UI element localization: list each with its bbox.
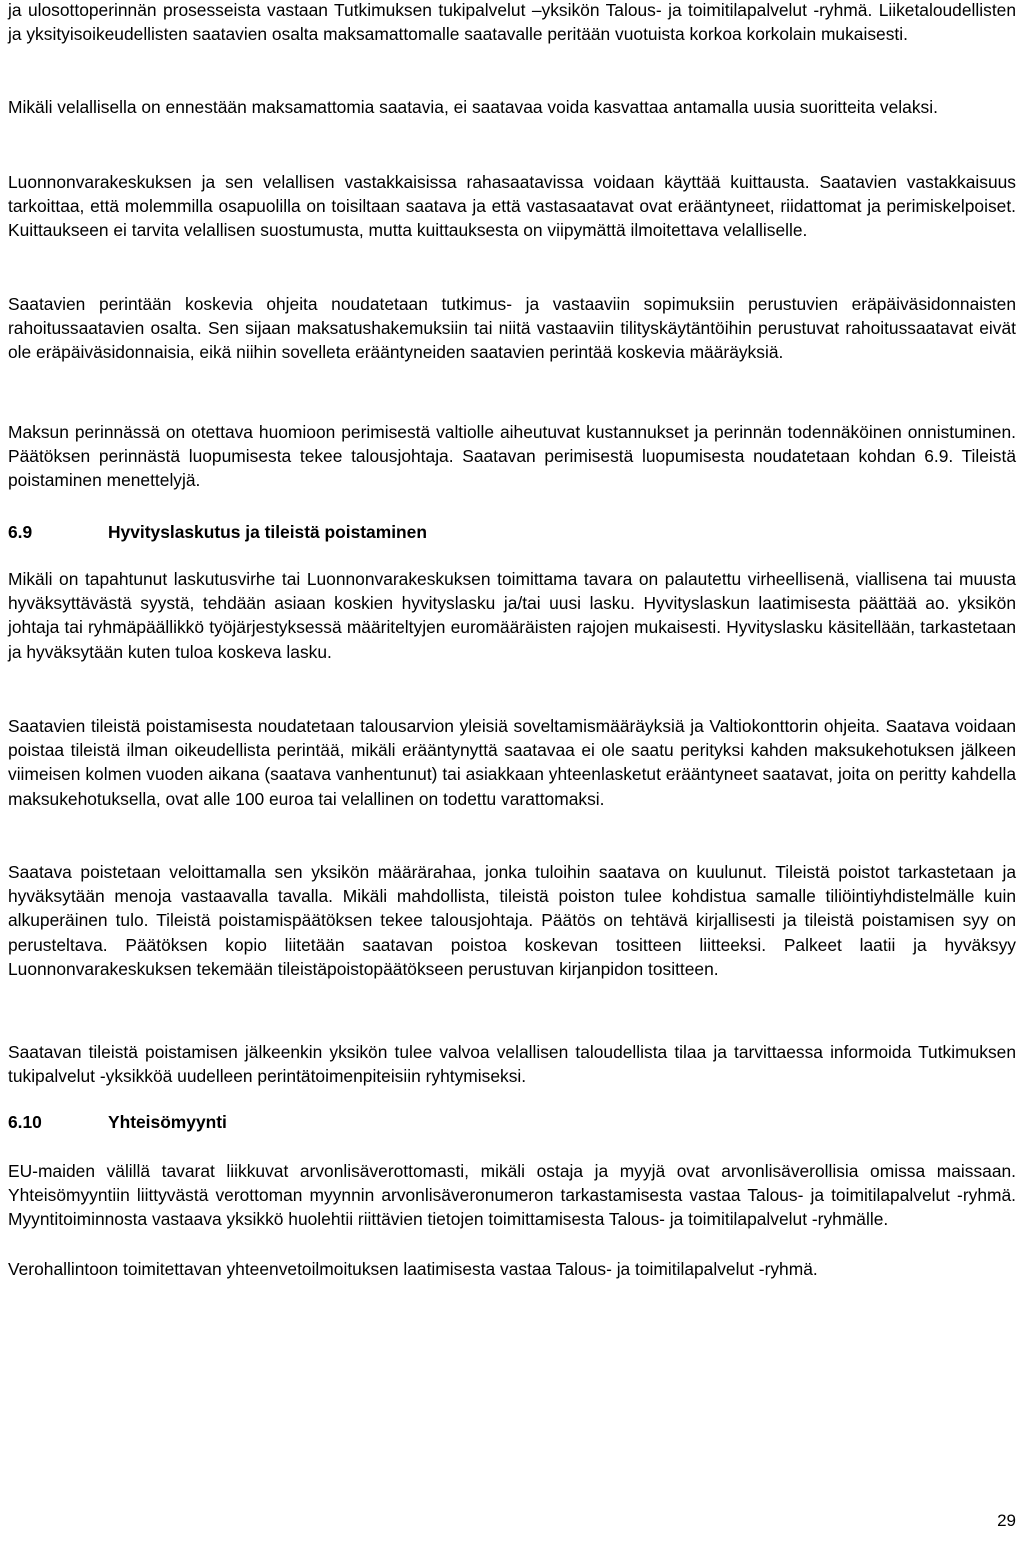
paragraph-credit-note: Mikäli on tapahtunut laskutusvirhe tai Luonnonvarakeskuksen toimittama tavara on palautettu virheellisenä, viallisena tai muusta hyväksyttävästä syystä, tehdään asiaan koskien hyvityslasku ja/tai uusi lasku. Hyvityslaskun laatimisesta päättää ao. yksikön johtaja tai ryhmäpäällikkö työjärjestyksessä määriteltyjen euromääräisten rajojen mukaisesti. Hyvityslasku käsitellään, tarkastetaan ja hyväksytään kuten tuloa koskeva lasku. <box>8 569 1016 662</box>
paragraph-collection-costs: Maksun perinnässä on otettava huomioon perimisestä valtiolle aiheutuvat kustannukset ja perinnän todennäköinen onnistuminen. Päätöksen perinnästä luopumisesta tekee talousjohtaja. Saatavan perimisestä luopumisesta noudatetaan kohdan 6.9. Tileistä poistaminen menettelyjä. <box>8 422 1016 491</box>
paragraph-existing-debts: Mikäli velallisella on ennestään maksamattomia saatavia, ei saatavaa voida kasvattaa antamalla uusia suoritteita velaksi. <box>8 97 938 117</box>
section-heading-6-10 <box>8 1110 1016 1134</box>
section-heading-6-9 <box>8 520 1016 544</box>
paragraph-write-off-rules: Saatavien tileistä poistamisesta noudatetaan talousarvion yleisiä soveltamismääräyksiä ja Valtiokonttorin ohjeita. Saatava voidaan poistaa tileistä ilman oikeudellista perintää, mikäli erääntynyttä saatavaa ei ole saatu perityksi kahden maksukehotuksen jälkeen viimeisen kolmen vuoden aikana (saatava vanhentunut) tai asiakkaan yhteenlasketut erääntyneet saatavat, joita on peritty kahdella maksukehotuksella, ovat alle 100 euroa tai velallinen on todettu varattomaksi. <box>8 716 1016 809</box>
paragraph-intra-eu-sales: EU-maiden välillä tavarat liikkuvat arvonlisäverottomasti, mikäli ostaja ja myyjä ovat arvonlisäverollisia omissa maissaan. Yhteisömyyntiin liittyvästä verottoman myynnin arvonlisäveronumeron tarkastamisesta vastaa Talous- ja toimitilapalvelut -ryhmä. Myyntitoiminnosta vastaava yksikkö huolehtii riittävien tietojen toimittamisesta Talous- ja toimitilapalvelut -ryhmälle. <box>8 1161 1016 1230</box>
paragraph-after-write-off: Saatavan tileistä poistamisen jälkeenkin yksikön tulee valvoa velallisen taloudellista tilaa ja tarvittaessa informoida Tutkimuksen tukipalvelut -yksikköä uudelleen perintätoimenpiteisiin ryhtymiseksi. <box>8 1042 1016 1087</box>
section-title: Yhteisömyynti <box>108 1112 227 1132</box>
section-number: 6.9 <box>8 522 33 542</box>
section-title: Hyvityslaskutus ja tileistä poistaminen <box>108 522 427 542</box>
paragraph-summary-report: Verohallintoon toimitettavan yhteenvetoilmoituksen laatimisesta vastaa Talous- ja toimitilapalvelut -ryhmä. <box>8 1259 818 1279</box>
paragraph-due-date-receivables: Saatavien perintään koskevia ohjeita noudatetaan tutkimus- ja vastaaviin sopimuksiin perustuvien eräpäiväsidonnaisten rahoitussaatavien osalta. Sen sijaan maksatushakemuksiin tai niitä vastaaviin tilityskäytäntöihin perustuvat rahoitussaatavat eivät ole eräpäiväsidonnaisia, eikä niihin sovelleta erääntyneiden saatavien perintää koskevia määräyksiä. <box>8 294 1016 363</box>
paragraph-offsetting: Luonnonvarakeskuksen ja sen velallisen vastakkaisissa rahasaatavissa voidaan käyttää kuittausta. Saatavien vastakkaisuus tarkoittaa, että molemmilla osapuolilla on toisiltaan saatava ja että vastasaatavat ovat erääntyneet, riidattomat ja perimiskelpoiset. Kuittaukseen ei tarvita velallisen suostumusta, mutta kuittauksesta on viipymättä ilmoitettava velalliselle. <box>8 172 1016 241</box>
paragraph-write-off-procedure: Saatava poistetaan veloittamalla sen yksikön määrärahaa, jonka tuloihin saatava on kuulunut. Tileistä poistot tarkastetaan ja hyväksytään menoja vastaavalla tavalla. Mikäli mahdollista, tileistä poiston tulee kohdistua samalle tiliöintiyhdistelmälle kuin alkuperäinen tulo. Tileistä poistamispäätöksen tekee talousjohtaja. Päätös on tehtävä kirjallisesti ja tileistä poistamisen syy on perusteltava. Päätöksen kopio liitetään saatavan poistoa koskevan tositteen liitteeksi. Palkeet laatii ja hyväksyy Luonnonvarakeskuksen tekemään tileistäpoistopäätökseen perustuvan kirjanpidon tositteen. <box>8 862 1016 979</box>
paragraph-collection-interest: ja ulosottoperinnän prosesseista vastaan Tutkimuksen tukipalvelut –yksikön Talous- ja toimitilapalvelut -ryhmä. Liiketaloudellisten ja yksityisoikeudellisten saatavien osalta maksamattomalle saatavalle peritään vuotuista korkoa korkolain mukaisesti. <box>8 0 1016 45</box>
page-number: 29 <box>997 1511 1016 1530</box>
section-number: 6.10 <box>8 1112 42 1132</box>
